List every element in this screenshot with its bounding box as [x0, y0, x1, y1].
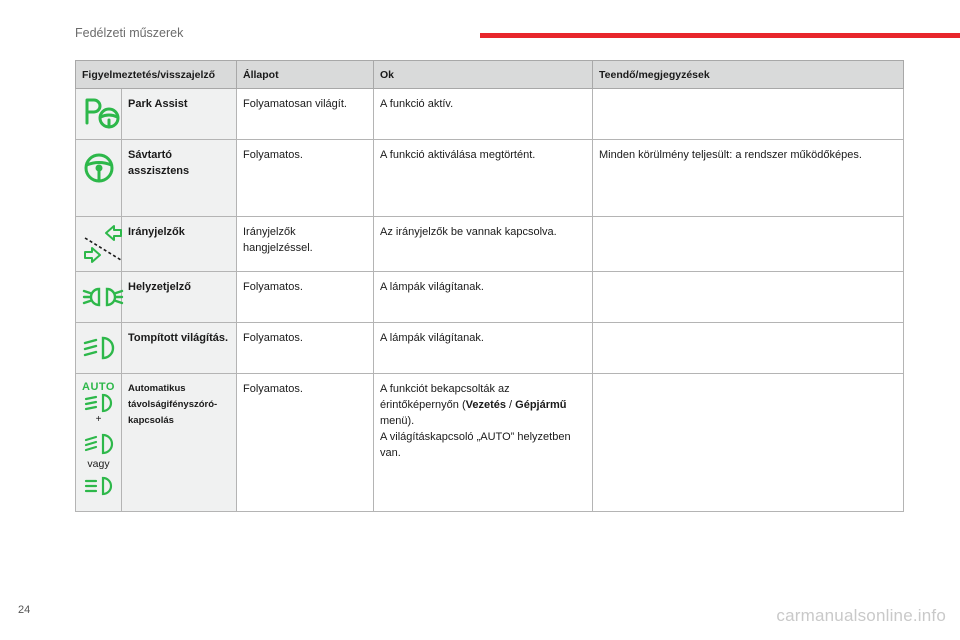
main-beam-icon — [83, 476, 115, 496]
indicator-name: Tompított világítás. — [122, 323, 237, 374]
indicator-name: Park Assist — [122, 89, 237, 140]
indicator-cause: A lámpák világítanak. — [374, 272, 593, 323]
dipped-beam-icon — [82, 335, 116, 361]
column-header-state: Állapot — [237, 61, 374, 89]
or-label: vagy — [87, 458, 110, 470]
indicator-name: Helyzetjelző — [122, 272, 237, 323]
section-title: Fedélzeti műszerek — [75, 26, 184, 40]
cause-text: A világításkapcsoló „AUTO” helyzetben van. — [380, 431, 571, 459]
indicator-action — [593, 89, 904, 140]
indicator-cause: Az irányjelzők be vannak kapcsolva. — [374, 217, 593, 272]
table-row — [76, 89, 904, 140]
table-row — [76, 374, 904, 512]
indicator-action — [593, 217, 904, 272]
menu-name-driving: Vezetés — [465, 399, 506, 411]
table-row — [76, 140, 904, 217]
indicator-cause: A lámpák világítanak. — [374, 323, 593, 374]
indicator-name: Automatikus távolságifényszóró-kapcsolás — [122, 374, 237, 512]
turn-signals-icon — [82, 224, 124, 264]
indicator-name: Irányjelzők — [122, 217, 237, 272]
indicator-cause — [374, 374, 593, 512]
icon-cell — [76, 374, 122, 512]
cause-text: A funkciót bekapcsolták az érintőképernyőn ( — [380, 383, 510, 411]
cause-text: / — [505, 399, 516, 411]
table-row — [76, 323, 904, 374]
indicator-state: Folyamatos. — [237, 374, 374, 512]
column-header-cause: Ok — [374, 61, 593, 89]
column-header-indicator: Figyelmeztetés/visszajelző — [76, 61, 237, 89]
page-number: 24 — [18, 604, 31, 616]
column-header-action: Teendő/megjegyzések — [593, 61, 904, 89]
park-assist-icon — [82, 96, 122, 130]
indicator-action: Minden körülmény teljesült: a rendszer működőképes. — [593, 140, 904, 217]
warning-lights-table — [75, 60, 904, 512]
table-row — [76, 272, 904, 323]
icon-cell — [76, 89, 122, 140]
indicator-action — [593, 374, 904, 512]
indicator-cause: A funkció aktív. — [374, 89, 593, 140]
table-header-row — [76, 61, 904, 89]
indicator-state: Folyamatos. — [237, 140, 374, 217]
watermark: carmanualsonline.info — [776, 606, 946, 625]
auto-label: AUTO — [82, 381, 115, 393]
indicator-state: Irányjelzők hangjelzéssel. — [237, 217, 374, 272]
indicator-action — [593, 323, 904, 374]
indicator-action — [593, 272, 904, 323]
indicator-state: Folyamatosan világít. — [237, 89, 374, 140]
plus-sign: + — [95, 414, 102, 425]
header-accent-bar — [480, 33, 960, 38]
indicator-state: Folyamatos. — [237, 272, 374, 323]
icon-cell — [76, 272, 122, 323]
indicator-cause: A funkció aktiválása megtörtént. — [374, 140, 593, 217]
icon-cell — [76, 217, 122, 272]
auto-high-beam-icon — [83, 393, 115, 413]
cause-text: menü). — [380, 415, 415, 427]
steering-wheel-icon — [82, 151, 116, 185]
indicator-state: Folyamatos. — [237, 323, 374, 374]
sidelights-icon — [82, 285, 124, 309]
dipped-beam-icon — [83, 433, 115, 455]
icon-cell — [76, 323, 122, 374]
table-row — [76, 217, 904, 272]
menu-name-vehicle: Gépjármű — [515, 399, 567, 411]
indicator-name: Sávtartó asszisztens — [122, 140, 237, 217]
icon-cell — [76, 140, 122, 217]
